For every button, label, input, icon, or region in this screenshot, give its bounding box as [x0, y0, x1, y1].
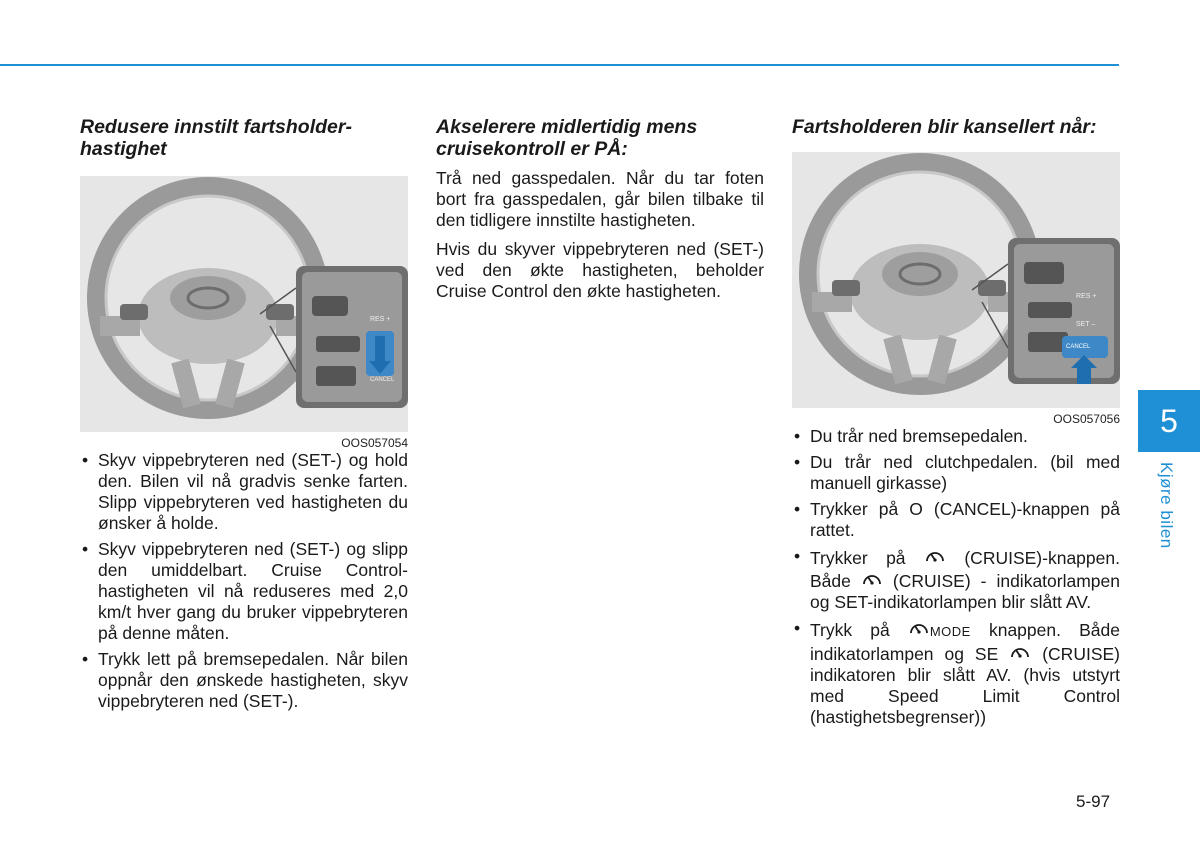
list-item: • Skyv vippebryteren ned (SET-) og hold den. Bilen vil nå gradvis senke farten. Slipp vippebryteren ved hastigheten du ønsker å holde.: [80, 450, 408, 534]
column-reduce-speed: [80, 116, 408, 717]
mode-label: MODE: [929, 624, 971, 639]
list-item: [792, 546, 1120, 613]
cruise-icon: [924, 546, 946, 566]
steering-wheel-illustration: [80, 176, 408, 432]
reduce-speed-list: [80, 450, 408, 712]
list-item: • Trykk lett på bremsepedalen. Når bilen oppnår den ønskede hastigheten, skyv vippebryteren ned (SET-).: [80, 649, 408, 712]
top-rule: [0, 64, 1119, 66]
steering-wheel-illustration: [792, 152, 1120, 408]
figure-cancel-label: CANCEL: [370, 377, 395, 383]
figure-res-label: RES +: [370, 316, 391, 323]
cruise-icon: [861, 569, 883, 589]
paragraph: Trå ned gasspedalen. Når du tar foten bort fra gasspedalen, går bilen tilbake til den tidligere innstilte hastigheten.: [436, 168, 764, 230]
figure-steering-wheel-cancel: [792, 152, 1120, 408]
cancel-conditions-list: [792, 426, 1120, 728]
list-text: (CRUISE) - indikatorlampen og SET-indikatorlampen blir slått AV.: [810, 571, 1120, 612]
list-item: • Du trår ned clutchpedalen. (bil med manuell girkasse): [792, 452, 1120, 494]
paragraph: Hvis du skyver vippebryteren ned (SET-) ved den økte hastigheten, beholder Cruise Control den økte hastigheten.: [436, 239, 764, 301]
figure-cancel-label: CANCEL: [1066, 344, 1091, 350]
list-text: Trykk på: [810, 620, 890, 640]
cruise-icon: [908, 618, 930, 638]
list-text: knappen. Både indikatorlampen og SE: [810, 620, 1120, 664]
heading-cancel: Fartsholderen blir kansellert når:: [792, 116, 1097, 138]
list-item: • Skyv vippebryteren ned (SET-) og slipp den umiddelbart. Cruise Control-hastigheten vil nå reduseres med 2,0 km/t hver gang du bruker vippebryteren på denne måten.: [80, 539, 408, 644]
list-text: (CRUISE)-knappen. Både: [810, 548, 1120, 591]
figure-steering-wheel-set: [80, 176, 408, 432]
chapter-tab: 5: [1138, 390, 1200, 452]
heading-reduce-speed: Redusere innstilt fartsholder-hastighet: [80, 116, 352, 160]
list-text: Trykker på: [810, 548, 906, 568]
page-number: 5-97: [1076, 792, 1111, 811]
figure-res-label: RES +: [1076, 293, 1097, 300]
list-item: • Trykker på O (CANCEL)-knappen på rattet.: [792, 499, 1120, 541]
figure-code: OOS057054: [341, 436, 408, 450]
chapter-label: Kjøre bilen: [1157, 462, 1176, 549]
list-item: [792, 618, 1120, 728]
list-text: (CRUISE) indikatoren blir slått AV. (hvis utstyrt med Speed Limit Control (hastighetsbegrenser)): [810, 644, 1120, 727]
column-accelerate: [436, 116, 764, 310]
column-cancel: [792, 116, 1120, 733]
cruise-icon: [1009, 642, 1031, 662]
heading-accelerate: Akselerere midlertidig mens cruisekontroll er PÅ:: [436, 116, 698, 160]
list-item: • Du trår ned bremsepedalen.: [792, 426, 1120, 447]
figure-set-label: SET –: [1076, 321, 1096, 328]
figure-code: OOS057056: [1053, 412, 1120, 426]
